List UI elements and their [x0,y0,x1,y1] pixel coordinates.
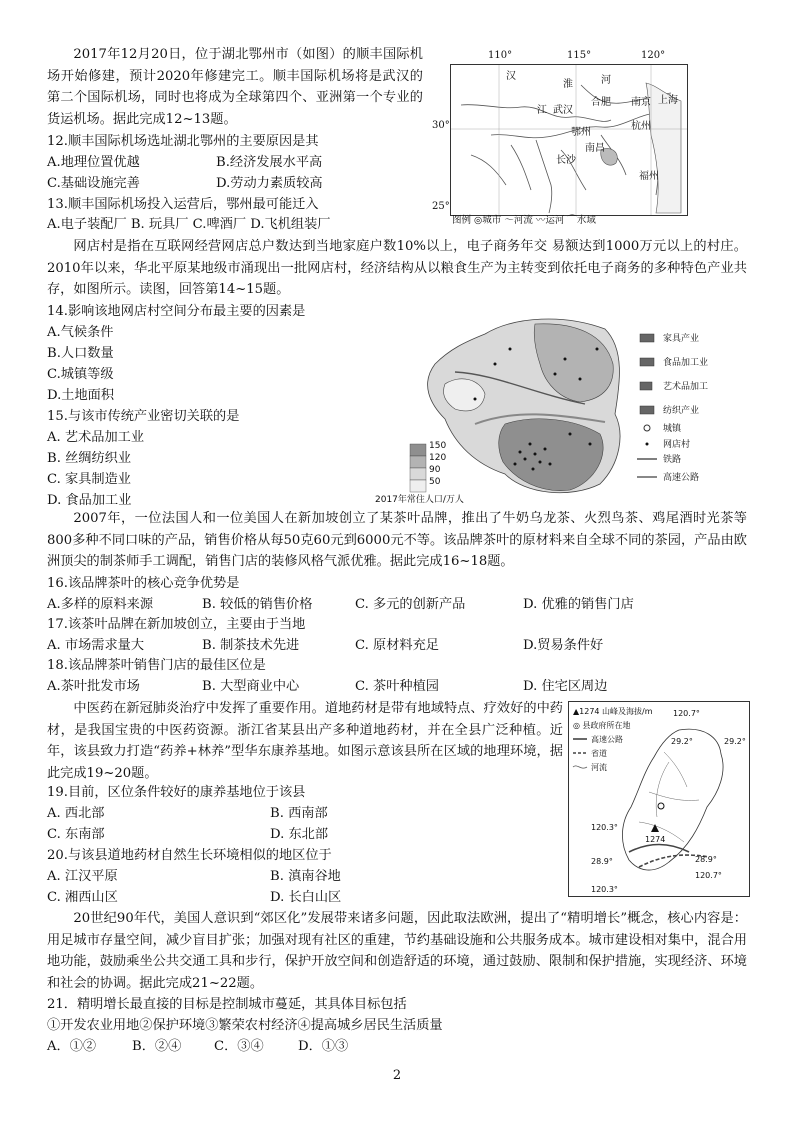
map3-legend-peak: ▲1274 山峰及海拔/m [573,707,653,716]
map1-lon-115: 115° [567,50,592,61]
passage-smart-growth: 20世纪90年代，美国人意识到“郊区化”发展带来诸多问题，因此取法欧洲，提出了“精明增长”概念，核心内容是：用足城市存量空间，减少盲目扩张；加强对现有社区的重建，节约基础设施和公共服务成本。城市建设相对集中，混合用地功能，鼓励乘坐公共交通工具和步行，保护开放空间和创造舒适的环境，通过鼓励、限制和保护措施，实现经济、环境和社会的协调。据此完成21~22题。 [47,911,747,991]
map2-scale-120: 120 [429,453,447,463]
map1-city-hefei: 合肥 [591,97,611,108]
passage-tea-brand: 2007年，一位法国人和一位美国人在新加坡创立了某茶叶品牌，推出了牛奶乌龙茶、火烈鸟茶、鸡尾酒时光茶等800多种不同口味的产品，销售价格从每50克60元到6000元不等。该品牌茶叶的原材料来自全球不同的茶园，产品由欧洲顶尖的制茶师手工调配，销售门店的装修风格气派优雅。据此完成16~18题。 [47,511,747,569]
food-icon [640,358,654,366]
q19-option-c: C. 东南部 [47,827,105,842]
map3-legend-river: 河流 [591,763,607,772]
q21-option-b: B．②④ [132,1039,182,1054]
map1-label-he: 河 [601,75,611,86]
art-icon [640,382,652,390]
q15-option-a: A. 艺术品加工业 [47,430,145,445]
question-13-stem: 13.顺丰国际机场投入运营后，鄂州最可能迁入 [47,197,319,212]
map3-lon-left: 120.3° [591,823,618,832]
q19-option-d: D. 东北部 [270,827,329,842]
map1-label-jiang: 江 [537,105,547,116]
q16-option-a: A.多样的原料来源 [47,597,154,612]
passage-herbal-medicine: 中医药在新冠肺炎治疗中发挥了重要作用。道地药材是带有地域特点、疗效好的中药材，是我国宝贵的中医药资源。浙江省某县出产多种道地药材，并在全县广泛种植。近年，该县致力打造“药养+林养”型华东康养基地。如图示意该县所在区域的地理环境，据此完成19~20题。 [47,701,563,781]
page-number: 2 [392,1068,402,1083]
question-15-stem: 15.与该市传统产业密切关联的是 [47,409,240,424]
map1-city-shanghai: 上海 [658,95,678,106]
map3-peak-elevation: 1274 [645,835,666,844]
question-18-stem: 18.该品牌茶叶销售门店的最佳区位是 [47,658,266,673]
map1-lon-120: 120° [641,50,666,61]
q19-option-a: A. 西北部 [47,806,105,821]
map-zhejiang-county [568,701,750,897]
question-12-stem: 12.顺丰国际机场选址湖北鄂州的主要原因是其 [47,134,319,149]
map1-city-nanchang: 南昌 [585,143,605,154]
map3-lon-bottom-left: 120.3° [591,885,618,894]
q20-option-c: C. 湘西山区 [47,890,118,905]
q12-option-b: B.经济发展水平高 [216,155,323,170]
q12-option-d: D.劳动力素质较高 [216,176,323,191]
q16-option-c: C. 多元的创新产品 [355,597,466,612]
q16-option-d: D. 优雅的销售门店 [523,597,634,612]
q20-option-d: D. 长白山区 [270,890,342,905]
q17-option-a: A. 市场需求量大 [47,638,145,653]
map1-label-han: 汉 [506,71,516,82]
q14-option-d: D.土地面积 [47,388,115,403]
q18-option-b: B. 大型商业中心 [202,679,300,694]
map2-legend-furniture: 家具产业 [663,334,700,344]
q12-option-a: A.地理位置优越 [47,155,140,170]
map2-legend-art: 艺术品加工 [663,382,709,392]
town-icon [644,425,650,431]
map3-lat-right-top: 29.2° [724,737,746,746]
q14-option-b: B.人口数量 [47,346,114,361]
q17-option-d: D.贸易条件好 [523,638,604,653]
map1-city-fuzhou: 福州 [639,171,659,182]
textile-icon [640,406,654,414]
question-17-stem: 17.该茶叶品牌在新加坡创立，主要由于当地 [47,617,306,632]
q17-option-c: C. 原材料充足 [355,638,439,653]
q20-option-b: B. 滇南谷地 [270,869,341,884]
map3-legend-highway: 高速公路 [591,735,623,744]
q13-options: A.电子装配厂 B. 玩具厂 C.啤酒厂 D.飞机组装厂 [47,217,331,232]
map1-lat-30: 30° [432,120,450,131]
map3-lon-top: 120.7° [673,709,700,718]
map2-legend-textile: 纺织产业 [663,406,700,416]
map3-lat-right-bottom: 28.9° [695,855,717,864]
question-19-stem: 19.目前，区位条件较好的康养基地位于该县 [47,785,306,800]
q19-option-b: B. 西南部 [270,806,328,821]
map3-legend-seat: ◎ 县政府所在地 [573,721,631,730]
map2-legend-food: 食品加工业 [663,358,709,368]
map1-city-ezhou: 鄂州 [571,127,591,138]
q14-option-c: C.城镇等级 [47,367,114,382]
question-21-stem: 21．精明增长最直接的目标是控制城市蔓延，其具体目标包括 [47,997,407,1012]
map1-label-huai: 淮 [563,79,573,90]
map-hubei-region [450,64,688,216]
q12-option-c: C.基础设施完善 [47,176,140,191]
q21-option-c: C．③④ [214,1039,264,1054]
passage-online-village: 网店村是指在互联网经营网店总户数达到当地家庭户数10%以上，电子商务年交 易额达到1000万元以上的村庄。2010年以来，华北平原某地级市涌现出一批网店村，经济结构从以粮食生产为主转变到依托电子商务的多种特色产业共存，如图所示。读图，回答第14~15题。 [47,239,747,297]
q21-option-d: D．①③ [298,1039,349,1054]
map2-legend-highway: 高速公路 [663,473,700,483]
passage-airport: 2017年12月20日，位于湖北鄂州市（如图）的顺丰国际机场开始修建，预计2020年修建完工。顺丰国际机场将是武汉的第二个国际机场，同时也将成为全球第四个、亚洲第一个专业的货运机场。据此完成12~13题。 [47,47,423,127]
q15-option-c: C. 家具制造业 [47,472,131,487]
map2-scale-150: 150 [429,441,447,451]
map3-lon-bottom-right: 120.7° [695,871,722,880]
map1-lon-110: 110° [488,50,513,61]
q18-option-d: D. 住宅区周边 [523,679,608,694]
map2-legend-railway: 铁路 [663,455,682,465]
map1-legend: 图例 ◎城市 〜河流 〰运河 ⌒水域 [452,215,596,226]
furniture-icon [640,334,654,342]
question-14-stem: 14.影响该地网店村空间分布最主要的因素是 [47,304,306,319]
map-online-villages [375,304,755,504]
q20-option-a: A. 江汉平原 [47,869,118,884]
map1-city-nanjing: 南京 [631,97,651,108]
map2-legend-town: 城镇 [663,424,682,434]
map2-scale-50: 50 [429,477,441,487]
q14-option-a: A.气候条件 [47,325,114,340]
map2-caption: 2017年常住人口/万人 [375,495,464,504]
q18-option-c: C. 茶叶种植园 [355,679,439,694]
map2-scale-90: 90 [429,465,441,475]
q15-option-b: B. 丝绸纺织业 [47,451,132,466]
q18-option-a: A.茶叶批发市场 [47,679,140,694]
map1-city-wuhan: 武汉 [553,105,573,116]
q17-option-b: B. 制茶技术先进 [202,638,300,653]
map1-city-changsha: 长沙 [556,155,576,166]
map3-lat-left-bottom: 28.9° [591,857,613,866]
map2-legend-village: 网店村 [663,440,691,450]
map3-lat-left-top: 29.2° [671,737,693,746]
map1-city-hangzhou: 杭州 [631,121,651,132]
map1-lat-25: 25° [432,201,450,212]
village-icon [646,443,649,446]
q15-option-d: D. 食品加工业 [47,493,132,508]
q21-option-a: A．①② [47,1039,97,1054]
q16-option-b: B. 较低的销售价格 [202,597,313,612]
question-21-items: ①开发农业用地②保护环境③繁荣农村经济④提高城乡居民生活质量 [47,1018,443,1033]
map3-legend-road: 省道 [591,749,607,758]
question-20-stem: 20.与该县道地药材自然生长环境相似的地区位于 [47,848,332,863]
question-16-stem: 16.该品牌茶叶的核心竞争优势是 [47,576,240,591]
